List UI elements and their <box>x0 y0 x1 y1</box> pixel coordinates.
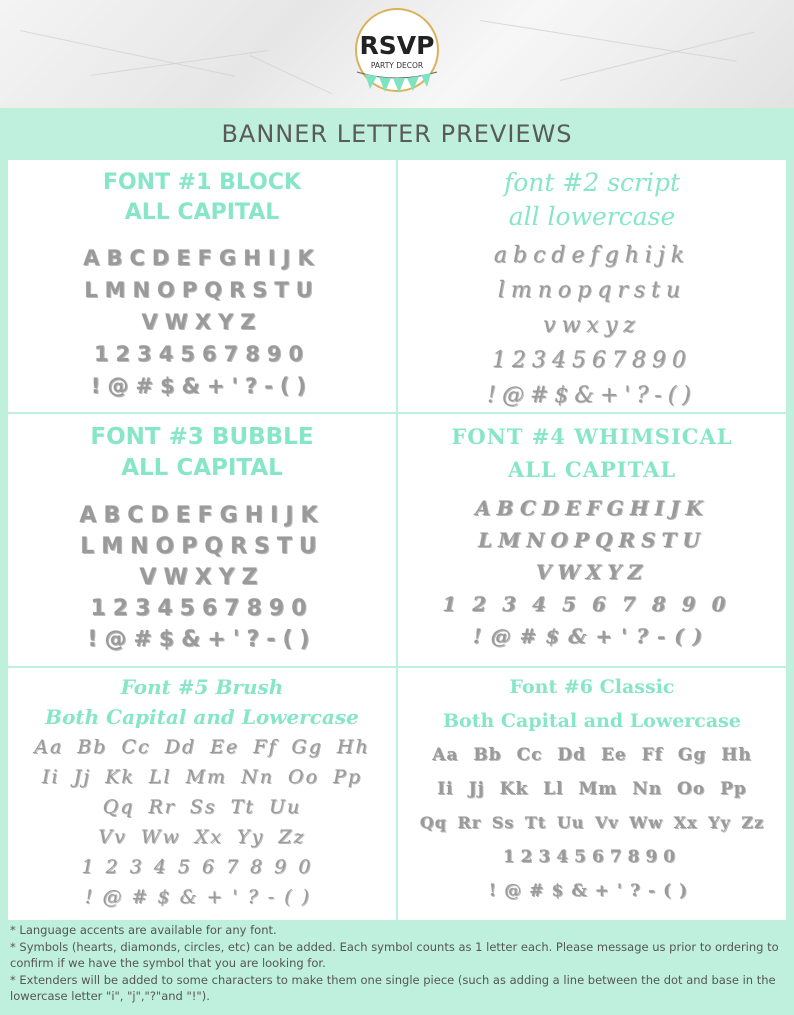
letter-row: Aa Bb Cc Dd Ee Ff Gg Hh <box>34 736 370 758</box>
font-panel-classic <box>398 668 786 920</box>
letter-row: VWXYZ <box>139 565 265 590</box>
letter-row: ABCDEFGHIJK <box>83 246 321 270</box>
letter-row: ABCDEFGHIJK <box>475 496 709 520</box>
font-title: FONT #1 BLOCK <box>102 170 302 195</box>
font-subtitle: all lowercase <box>508 202 676 231</box>
symbol-row: !@#$&+'?-() <box>84 886 320 908</box>
font-subtitle: ALL CAPITAL <box>124 200 280 225</box>
letter-row: Qq Rr Ss Tt Uu Vv Ww Xx Yy Zz <box>419 813 765 832</box>
font-title: FONT #3 BUBBLE <box>90 424 314 450</box>
note-accents: * Language accents are available for any font. <box>10 923 277 937</box>
letter-row: Ii Jj Kk Ll Mm Nn Oo Pp <box>41 766 363 788</box>
font-title: Font #6 Classic <box>509 676 675 698</box>
font-title: font #2 script <box>503 168 681 197</box>
font-panel-whimsical <box>398 414 786 666</box>
letter-row: Aa Bb Cc Dd Ee Ff Gg Hh <box>432 745 752 765</box>
letter-row: Ii Jj Kk Ll Mm Nn Oo Pp <box>437 779 747 799</box>
letter-row: LMNOPQRSTU <box>80 534 324 559</box>
letter-row: abcdefghijk <box>493 243 691 268</box>
font-title: Font #5 Brush <box>120 675 284 699</box>
symbol-row: !@#$&+'?-() <box>472 624 712 648</box>
letter-row: Vv Ww Xx Yy Zz <box>98 826 306 848</box>
symbol-row: !@#$&+'?-() <box>90 374 314 398</box>
letter-row: ABCDEFGHIJK <box>79 503 325 528</box>
letter-row: VWXYZ <box>535 560 649 584</box>
note-symbols: * Symbols (hearts, diamonds, circles, etc) can be added. Each symbol counts as 1 letter each. Please message us prior to ordering to confirm if we have the symbol that you are looking for. <box>10 939 779 970</box>
font-panel-bubble <box>8 414 396 666</box>
letter-row: Qq Rr Ss Tt Uu <box>102 796 302 818</box>
letter-row: LMNOPQRSTU <box>478 528 706 552</box>
symbol-row: !@#$&+'?-() <box>487 383 697 408</box>
font-subtitle: Both Capital and Lowercase <box>45 705 359 729</box>
font-title: FONT #4 WHIMSICAL <box>451 424 733 449</box>
footnotes <box>10 922 788 1005</box>
symbol-row: !@#$&+'?-() <box>488 881 696 901</box>
brand-tagline: PARTY DECOR <box>370 61 424 70</box>
number-row: 1234567890 <box>81 856 323 878</box>
marble-header <box>0 0 794 108</box>
font-subtitle: ALL CAPITAL <box>121 455 283 481</box>
number-row: 1234567890 <box>492 348 692 373</box>
letter-row: lmnopqrstu <box>497 278 687 303</box>
note-extenders: * Extenders will be added to some characters to make them one single piece (such as adding a line between the dot and base in the lowercase letter "i", "j","?"and "!"). <box>10 972 776 1003</box>
letter-row: vwxyz <box>543 313 641 338</box>
page-heading: BANNER LETTER PREVIEWS <box>221 120 573 148</box>
font-subtitle: Both Capital and Lowercase <box>443 710 741 732</box>
number-row: 1234567890 <box>90 596 314 621</box>
number-row: 1234567890 <box>442 592 742 616</box>
symbol-row: !@#$&+'?-() <box>87 627 317 652</box>
brand-name: RSVP <box>359 31 435 60</box>
brand-logo <box>343 6 451 101</box>
number-row: 1234567890 <box>502 847 682 867</box>
letter-row: VWXYZ <box>141 310 263 334</box>
number-row: 1234567890 <box>93 342 311 366</box>
font-panel-script <box>398 160 786 412</box>
font-panel-brush <box>8 668 396 920</box>
letter-row: LMNOPQRSTU <box>84 278 320 302</box>
font-panel-block <box>8 160 396 412</box>
font-subtitle: ALL CAPITAL <box>507 457 677 482</box>
